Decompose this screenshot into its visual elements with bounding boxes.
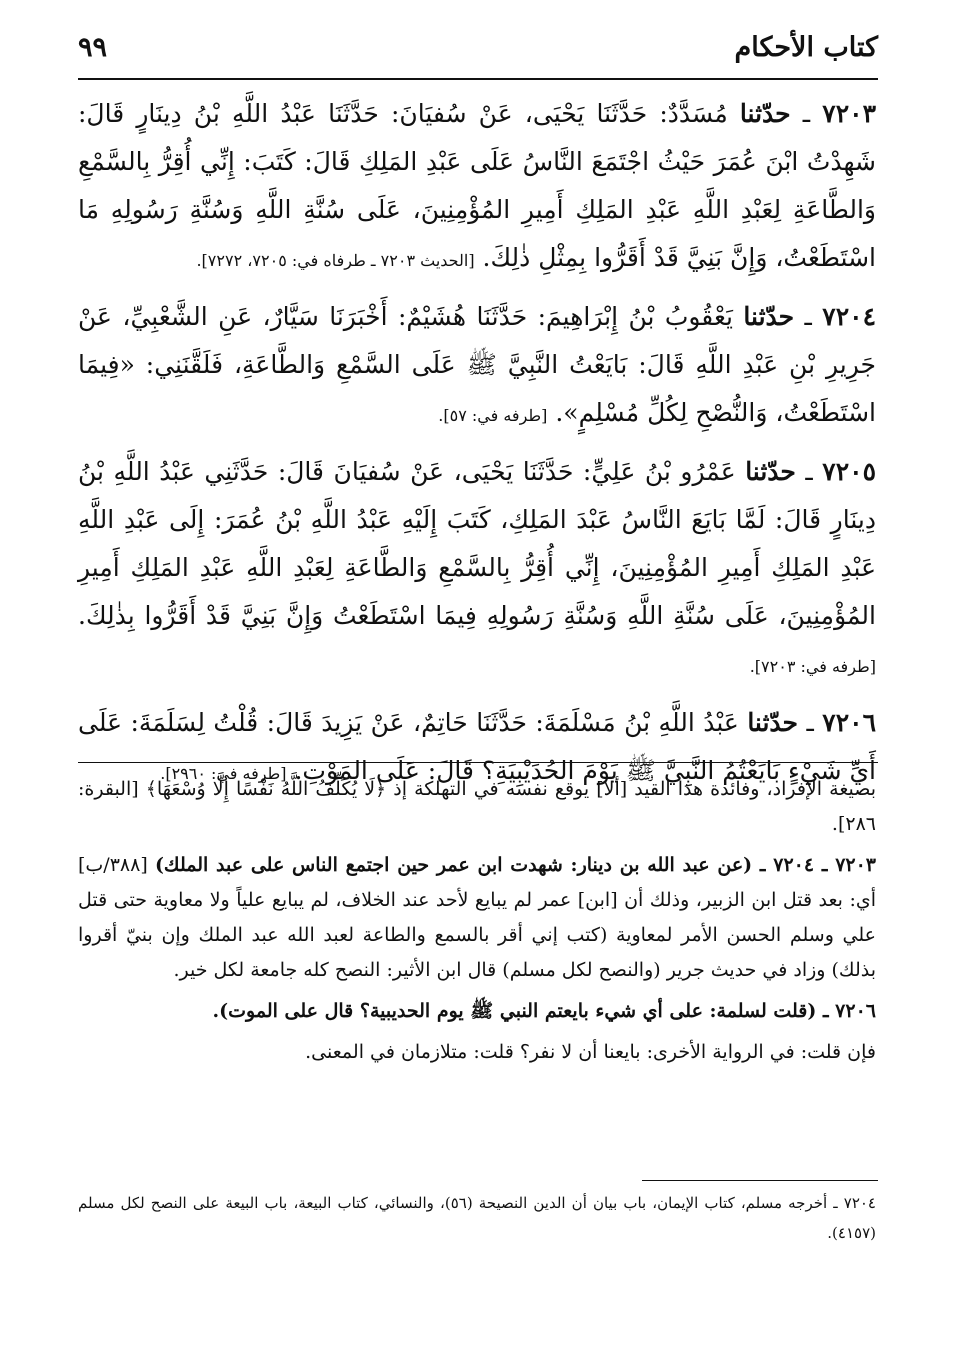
chapter-title: كتاب الأحكام: [734, 32, 878, 63]
commentary-text: [٣٨٨/ب] أي: بعد قتل ابن الزبير، وذلك أن [ابن] عمر لم يبايع لأحد عند الخلاف، لم يبايع علياً ولا معاوية حتى قتل علي وسلم الحسن الأمر لمعاوية (كتب إني أقر بالسمع والطاعة لعبد الله عبد الملك وإن بنيّ أقروا بذلك) وزاد في حديث جرير (والنصح لكل مسلم) قال ابن الأثير: النصح كله جامعة لكل خير.: [78, 854, 876, 981]
hadith-7203: ٧٢٠٣ ـ حدّثنا مُسَدَّدٌ: حَدَّثَنَا يَحْيَى، عَنْ سُفيَانَ: حَدَّثَنَا عَبْدُ اللَّهِ بْنُ دِينَارٍ قَالَ: شَهِدْتُ ابْنَ عُمَرَ حَيْثُ اجْتَمَعَ النَّاسُ عَلَى عَبْدِ المَلِكِ قَالَ: كَتَبَ: إِنِّي أُقِرُّ بِالسَّمْعِ وَالطَّاعَةِ لِعَبْدِ اللَّهِ عَبْدِ المَلِكِ أَمِيرِ المُؤْمِنِينَ، عَلَى سُنَّةِ اللَّهِ وَسُنَّةِ رَسُولِهِ مَا اسْتَطَعْتُ، وَإِنَّ بَنِيَّ قَدْ أَقَرُّوا بِمِثْلِ ذٰلِكَ. [الحديث ٧٢٠٣ ـ طرفاه في: ٧٢٠٥، ٧٢٧٢].: [78, 99, 876, 272]
hadith-label: حدّثنا: [743, 302, 795, 331]
hadith-label: حدّثنا: [747, 708, 799, 737]
hadith-text: عَبْدُ اللَّهِ بْنُ مَسْلَمَةَ: حَدَّثَنَا حَاتِمٌ، عَنْ يَزِيدَ قَالَ: قُلْتُ لِسَلَمَةَ: عَلَى أَيِّ شَيْءٍ بَايَعْتُمُ النَّبِيَّ ﷺ يَوْمَ الحُدَيْبِيَةِ؟ قَالَ: عَلَى المَوْتِ.: [78, 708, 876, 785]
hadith-text: عَمْرُو بْنُ عَلِيٍّ: حَدَّثَنَا يَحْيَى، عَنْ سُفيَانَ قَالَ: حَدَّثَنِي عَبْدُ اللَّهِ بْنُ دِينَارٍ قَالَ: لَمَّا بَايَعَ النَّاسُ عَبْدَ المَلِكِ، كَتَبَ إِلَيْهِ عَبْدُ اللَّهِ بْنُ عُمَرَ: إِلَى عَبْدِ اللَّهِ عَبْدِ المَلِكِ أَمِيرِ المُؤْمِنِينَ، إِنِّي أُقِرُّ بِالسَّمْعِ وَالطَّاعَةِ لِعَبْدِ اللَّهِ عَبْدِ المَلِكِ أَمِيرِ المُؤْمِنِينَ، عَلَى سُنَّةِ اللَّهِ وَسُنَّةِ رَسُولِهِ فِيمَا اسْتَطَعْتُ وَإِنَّ بَنِيَّ قَدْ أَقَرُّوا بِذٰلِكَ.: [78, 457, 876, 630]
hadith-text: مُسَدَّدٌ: حَدَّثَنَا يَحْيَى، عَنْ سُفيَانَ: حَدَّثَنَا عَبْدُ اللَّهِ بْنُ دِينَارٍ قَالَ: شَهِدْتُ ابْنَ عُمَرَ حَيْثُ اجْتَمَعَ النَّاسُ عَلَى عَبْدِ المَلِكِ قَالَ: كَتَبَ: إِنِّي أُقِرُّ بِالسَّمْعِ وَالطَّاعَةِ لِعَبْدِ اللَّهِ عَبْدِ المَلِكِ أَمِيرِ المُؤْمِنِينَ، عَلَى سُنَّةِ اللَّهِ وَسُنَّةِ رَسُولِهِ مَا اسْتَطَعْتُ، وَإِنَّ بَنِيَّ قَدْ أَقَرُّوا بِمِثْلِ ذٰلِكَ.: [78, 99, 876, 272]
commentary-text: بصيغة الإفراد، وفائدة هذا القيد [ألا] يوقع نفسه في التهلكة إذ ﴿لَا يُكَلِّفُ اللَّهُ نَفْسًا إِلَّا وُسْعَهَا﴾ [البقرة: ٢٨٦].: [78, 778, 876, 835]
hadith-reference: [طرفه في: ٥٧].: [438, 406, 548, 425]
commentary-paragraph: [78, 772, 876, 842]
hadith-label: حدّثنا: [739, 99, 791, 128]
hadith-number: ٧٢٠٤: [822, 302, 876, 331]
hadith-text-block: [78, 90, 876, 785]
hadith-number: ٧٢٠٥: [822, 457, 876, 486]
hadith-label: حدّثنا: [745, 457, 796, 486]
header-rule: [78, 78, 878, 80]
page-number: ٩٩: [78, 32, 108, 63]
hadith-reference: [الحديث ٧٢٠٣ ـ طرفاه في: ٧٢٠٥، ٧٢٧٢].: [196, 251, 475, 270]
hadith-reference: [طرفه في: ٢٩٦٠].: [160, 764, 287, 783]
commentary-paragraph: [78, 848, 876, 988]
hadith-text: يَعْقُوبُ بْنُ إِبْرَاهِيمَ: حَدَّثَنَا هُشَيْمٌ: أَخْبَرَنَا سَيَّارٌ، عَنِ الشَّعْبِيِّ، عَنْ جَرِيرِ بْنِ عَبْدِ اللَّهِ قَالَ: بَايَعْتُ النَّبِيَّ ﷺ عَلَى السَّمْعِ وَالطَّاعَةِ، فَلَقَّنَنِي: «فِيمَا اسْتَطَعْتُ، وَالنُّصْحِ لِكُلِّ مُسْلِمٍ».: [78, 302, 876, 427]
commentary-paragraph: [78, 1035, 876, 1070]
hadith-7205: ٧٢٠٥ ـ حدّثنا عَمْرُو بْنُ عَلِيٍّ: حَدَّثَنَا يَحْيَى، عَنْ سُفيَانَ قَالَ: حَدَّثَنِي عَبْدُ اللَّهِ بْنُ دِينَارٍ قَالَ: لَمَّا بَايَعَ النَّاسُ عَبْدَ المَلِكِ، كَتَبَ إِلَيْهِ عَبْدُ اللَّهِ بْنُ عُمَرَ: إِلَى عَبْدِ اللَّهِ عَبْدِ المَلِكِ أَمِيرِ المُؤْمِنِينَ، إِنِّي أُقِرُّ بِالسَّمْعِ وَالطَّاعَةِ لِعَبْدِ اللَّهِ عَبْدِ المَلِكِ أَمِيرِ المُؤْمِنِينَ، عَلَى سُنَّةِ اللَّهِ وَسُنَّةِ رَسُولِهِ فِيمَا اسْتَطَعْتُ وَإِنَّ بَنِيَّ قَدْ أَقَرُّوا بِذٰلِكَ. [طرفه في: ٧٢٠٣].: [78, 457, 876, 676]
commentary-lead: ٧٢٠٦ ـ (قلت لسلمة: على أي شيء بايعتم النبي ﷺ يوم الحديبية؟ قال على الموت).: [212, 1000, 876, 1022]
commentary-paragraph: [78, 994, 876, 1029]
footnote: ٧٢٠٤ ـ أخرجه مسلم، كتاب الإيمان، باب بيان أن الدين النصيحة (٥٦)، والنسائي، كتاب البيعة، باب البيعة على النصح لكل مسلم (٤١٥٧).: [78, 1194, 876, 1242]
hadith-number: ٧٢٠٦: [822, 708, 876, 737]
footnote-rule: [642, 1180, 878, 1181]
commentary-lead: ٧٢٠٣ ـ ٧٢٠٤ ـ (عن عبد الله بن دينار: شهدت ابن عمر حين اجتمع الناس على عبد الملك): [154, 854, 877, 876]
commentary-rule: [78, 762, 878, 763]
running-header: [78, 28, 878, 72]
hadith-reference: [طرفه في: ٧٢٠٣].: [749, 657, 876, 676]
hadith-number: ٧٢٠٣: [822, 99, 876, 128]
hadith-7206: ٧٢٠٦ ـ حدّثنا عَبْدُ اللَّهِ بْنُ مَسْلَمَةَ: حَدَّثَنَا حَاتِمٌ، عَنْ يَزِيدَ قَالَ: قُلْتُ لِسَلَمَةَ: عَلَى أَيِّ شَيْءٍ بَايَعْتُمُ النَّبِيَّ ﷺ يَوْمَ الحُدَيْبِيَةِ؟ قَالَ: عَلَى المَوْتِ. [طرفه في: ٢٩٦٠].: [78, 708, 876, 785]
commentary-block: [78, 772, 876, 1152]
commentary-text: فإن قلت: في الرواية الأخرى: بايعنا أن لا نفر؟ قلت: متلازمان في المعنى.: [305, 1041, 876, 1063]
hadith-7204: ٧٢٠٤ ـ حدّثنا يَعْقُوبُ بْنُ إِبْرَاهِيمَ: حَدَّثَنَا هُشَيْمٌ: أَخْبَرَنَا سَيَّارٌ، عَنِ الشَّعْبِيِّ، عَنْ جَرِيرِ بْنِ عَبْدِ اللَّهِ قَالَ: بَايَعْتُ النَّبِيَّ ﷺ عَلَى السَّمْعِ وَالطَّاعَةِ، فَلَقَّنَنِي: «فِيمَا اسْتَطَعْتُ، وَالنُّصْحِ لِكُلِّ مُسْلِمٍ». [طرفه في: ٥٧].: [78, 302, 876, 427]
